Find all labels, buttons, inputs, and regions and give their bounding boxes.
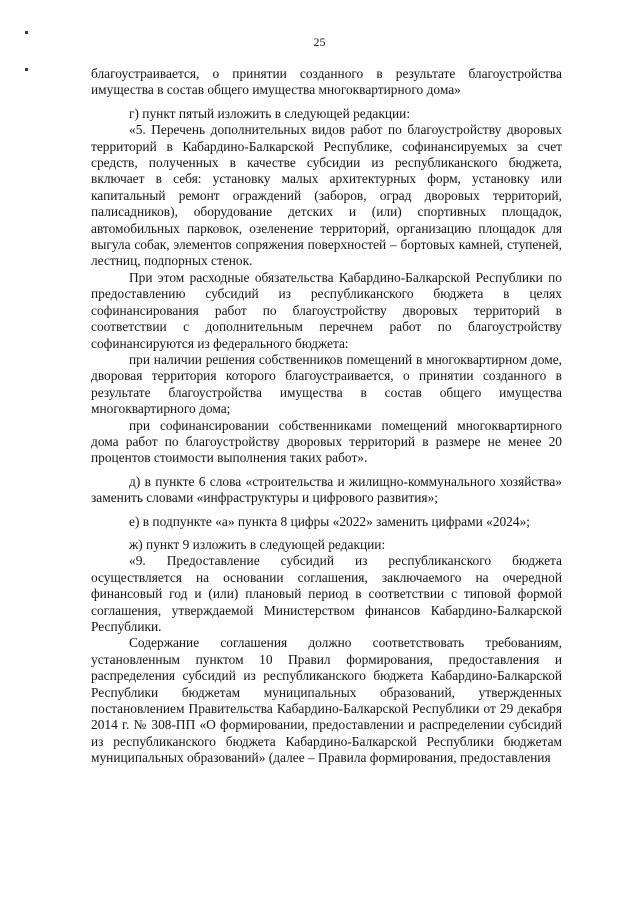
paragraph: е) в подпункте «а» пункта 8 цифры «2022» заменить цифрами «2024»; bbox=[129, 513, 530, 529]
scan-mark bbox=[25, 31, 28, 34]
paragraph: Содержание соглашения должно соответствовать требованиям, установленным пунктом 10 Правил формирования, предоставления и распределения субсидий из республиканского бюджета Кабардино-Балкарской Республики бюджетам муниципальных образований, утвержденных постановлением Правительства Кабардино-Балкарской Республики от 29 декабря 2014 г. № 308-ПП «О формировании, предоставлении и распределении субсидий из республиканского бюджета Кабардино-Балкарской Республики бюджетам муниципальных образований» (далее – Правила формирования, предоставления bbox=[91, 635, 562, 766]
document-body bbox=[91, 66, 562, 767]
paragraph: При этом расходные обязательства Кабардино-Балкарской Республики по предоставлению субсидий из республиканского бюджета в целях софинансирования работ по благоустройству дворовых территорий в соответствии с дополнительным перечнем работ по благоустройству софинансируются из федерального бюджета: bbox=[91, 269, 562, 351]
paragraph: д) в пункте 6 слова «строительства и жилищно-коммунального хозяйства» заменить словами «инфраструктуры и цифрового развития»; bbox=[91, 473, 562, 506]
paragraph: «9. Предоставление субсидий из республиканского бюджета осуществляется на основании соглашения, заключаемого на очередной финансовый год и (или) плановый период в соответствии с типовой формой соглашения, утверждаемой Министерством финансов Кабардино-Балкарской Республики. bbox=[91, 553, 562, 634]
paragraph: благоустраивается, о принятии созданного в результате благоустройства имущества в состав общего имущества многоквартирного дома» bbox=[91, 66, 562, 98]
paragraph: ж) пункт 9 изложить в следующей редакции: bbox=[129, 536, 386, 552]
page-number: 25 bbox=[313, 35, 326, 49]
paragraph: г) пункт пятый изложить в следующей редакции: bbox=[129, 105, 411, 121]
scan-mark bbox=[25, 68, 28, 71]
paragraph: «5. Перечень дополнительных видов работ по благоустройству дворовых территорий в Кабардино-Балкарской Республике, софинансируемых за счет средств, полученных в качестве субсидии из республиканского бюджета, включает в себя: установку малых архитектурных форм, установку или капитальный ремонт ограждений (заборов, оград дворовых территорий, палисадников), оборудование детских и (или) спортивных площадок, автомобильных парковок, озеленение территорий, организацию площадок для выгула собак, элементов сопряжения поверхностей – бортовых камней, ступеней, лестниц, подпорных стенок. bbox=[91, 122, 562, 269]
paragraph: при наличии решения собственников помещений в многоквартирном доме, дворовая территория которого благоустраивается, о принятии созданного в результате благоустройства имущества в состав общего имущества многоквартирного дома; bbox=[91, 351, 562, 417]
paragraph: при софинансировании собственниками помещений многоквартирного дома работ по благоустройству дворовых территорий в размере не менее 20 процентов стоимости выполнения таких работ». bbox=[91, 417, 562, 466]
